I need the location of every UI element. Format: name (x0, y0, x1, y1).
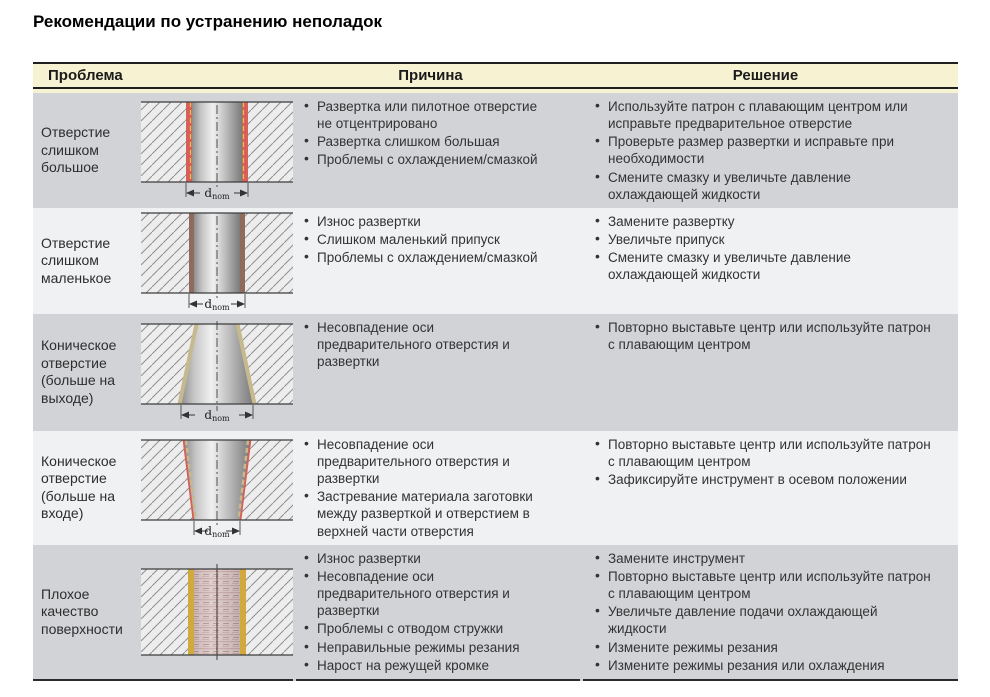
solution-item: • Замените инструмент (593, 550, 933, 567)
cause-list (302, 550, 546, 674)
table-body (33, 93, 958, 681)
cause-list (302, 98, 546, 169)
solution-item: • Повторно выставьте центр или используйте патрон с плавающим центром (593, 436, 933, 470)
column-header-problem: Проблема (48, 67, 123, 84)
table-header (33, 64, 958, 93)
table-row (33, 314, 958, 431)
cause-list (302, 213, 546, 266)
cause-list (302, 436, 546, 540)
column-header-cause: Причина (398, 67, 463, 84)
problem-label: Отверстие слишком большое (41, 124, 111, 176)
cause-item: • Проблемы с охлаждением/смазкой (302, 151, 546, 168)
solution-item: • Повторно выставьте центр или используйте патрон с плавающим центром (593, 568, 933, 602)
table-row (33, 208, 958, 314)
cause-item: • Нарост на режущей кромке (302, 657, 546, 674)
cause-item: • Застревание материала заготовки между разверткой и отверстием в верхней части отверстия (302, 488, 546, 539)
cause-item: • Неправильные режимы резания (302, 639, 546, 656)
cause-item: • Износ развертки (302, 213, 546, 230)
problem-label: Плохое качество поверхности (41, 585, 123, 637)
cause-item: • Износ развертки (302, 550, 546, 567)
solution-list (593, 319, 933, 353)
cause-item: • Проблемы с охлаждением/смазкой (302, 249, 546, 266)
solution-list (593, 98, 933, 203)
bore-cross-section-illustration (141, 321, 293, 423)
cause-item: • Развертка слишком большая (302, 133, 546, 150)
solution-item: • Измените режимы резания или охлаждения (593, 657, 933, 674)
cause-item: • Слишком маленький припуск (302, 231, 546, 248)
solution-item: • Используйте патрон с плавающим центром или исправьте предварительное отверстие (593, 98, 933, 132)
table-row (33, 431, 958, 545)
solution-item: • Смените смазку и увеличьте давление охлаждающей жидкости (593, 249, 933, 283)
svg-text:dnom: dnom (204, 186, 230, 202)
svg-text:dnom: dnom (204, 408, 230, 424)
cause-item: • Несовпадение оси предварительного отверстия и развертки (302, 436, 546, 487)
svg-text:dnom: dnom (204, 523, 230, 539)
troubleshooting-table (33, 62, 958, 681)
problem-label: Коническое отверстие (больше на входе) (41, 452, 117, 522)
page-title: Рекомендации по устранению неполадок (33, 12, 383, 31)
cause-item: • Несовпадение оси предварительного отверстия и развертки (302, 319, 546, 370)
table-row (33, 545, 958, 681)
table-row (33, 93, 958, 208)
column-header-solution: Решение (732, 67, 799, 84)
problem-label: Отверстие слишком маленькое (41, 234, 112, 286)
solution-item: • Зафиксируйте инструмент в осевом положении (593, 471, 933, 488)
cause-item: • Проблемы с отводом стружки (302, 620, 546, 637)
svg-text:dnom: dnom (204, 296, 230, 312)
solution-item: • Повторно выставьте центр или используйте патрон с плавающим центром (593, 319, 933, 353)
bore-cross-section-illustration (141, 564, 293, 660)
solution-item: • Измените режимы резания (593, 639, 933, 656)
cause-item: • Развертка или пилотное отверстие не отцентрировано (302, 98, 546, 132)
cause-item: • Несовпадение оси предварительного отверстия и развертки (302, 568, 546, 619)
solution-item: • Проверьте размер развертки и исправьте при необходимости (593, 133, 933, 167)
solution-item: • Смените смазку и увеличьте давление охлаждающей жидкости (593, 169, 933, 203)
solution-list (593, 213, 933, 284)
bore-cross-section-illustration (141, 437, 293, 539)
cause-list (302, 319, 546, 370)
solution-list (593, 436, 933, 488)
solution-item: • Увеличьте припуск (593, 231, 933, 248)
solution-item: • Замените развертку (593, 213, 933, 230)
problem-label: Коническое отверстие (больше на выходе) (41, 337, 117, 406)
bore-cross-section-illustration (141, 210, 293, 312)
solution-list (593, 550, 933, 674)
bore-cross-section-illustration (141, 99, 293, 201)
solution-item: • Увеличьте давление подачи охлаждающей жидкости (593, 603, 933, 637)
